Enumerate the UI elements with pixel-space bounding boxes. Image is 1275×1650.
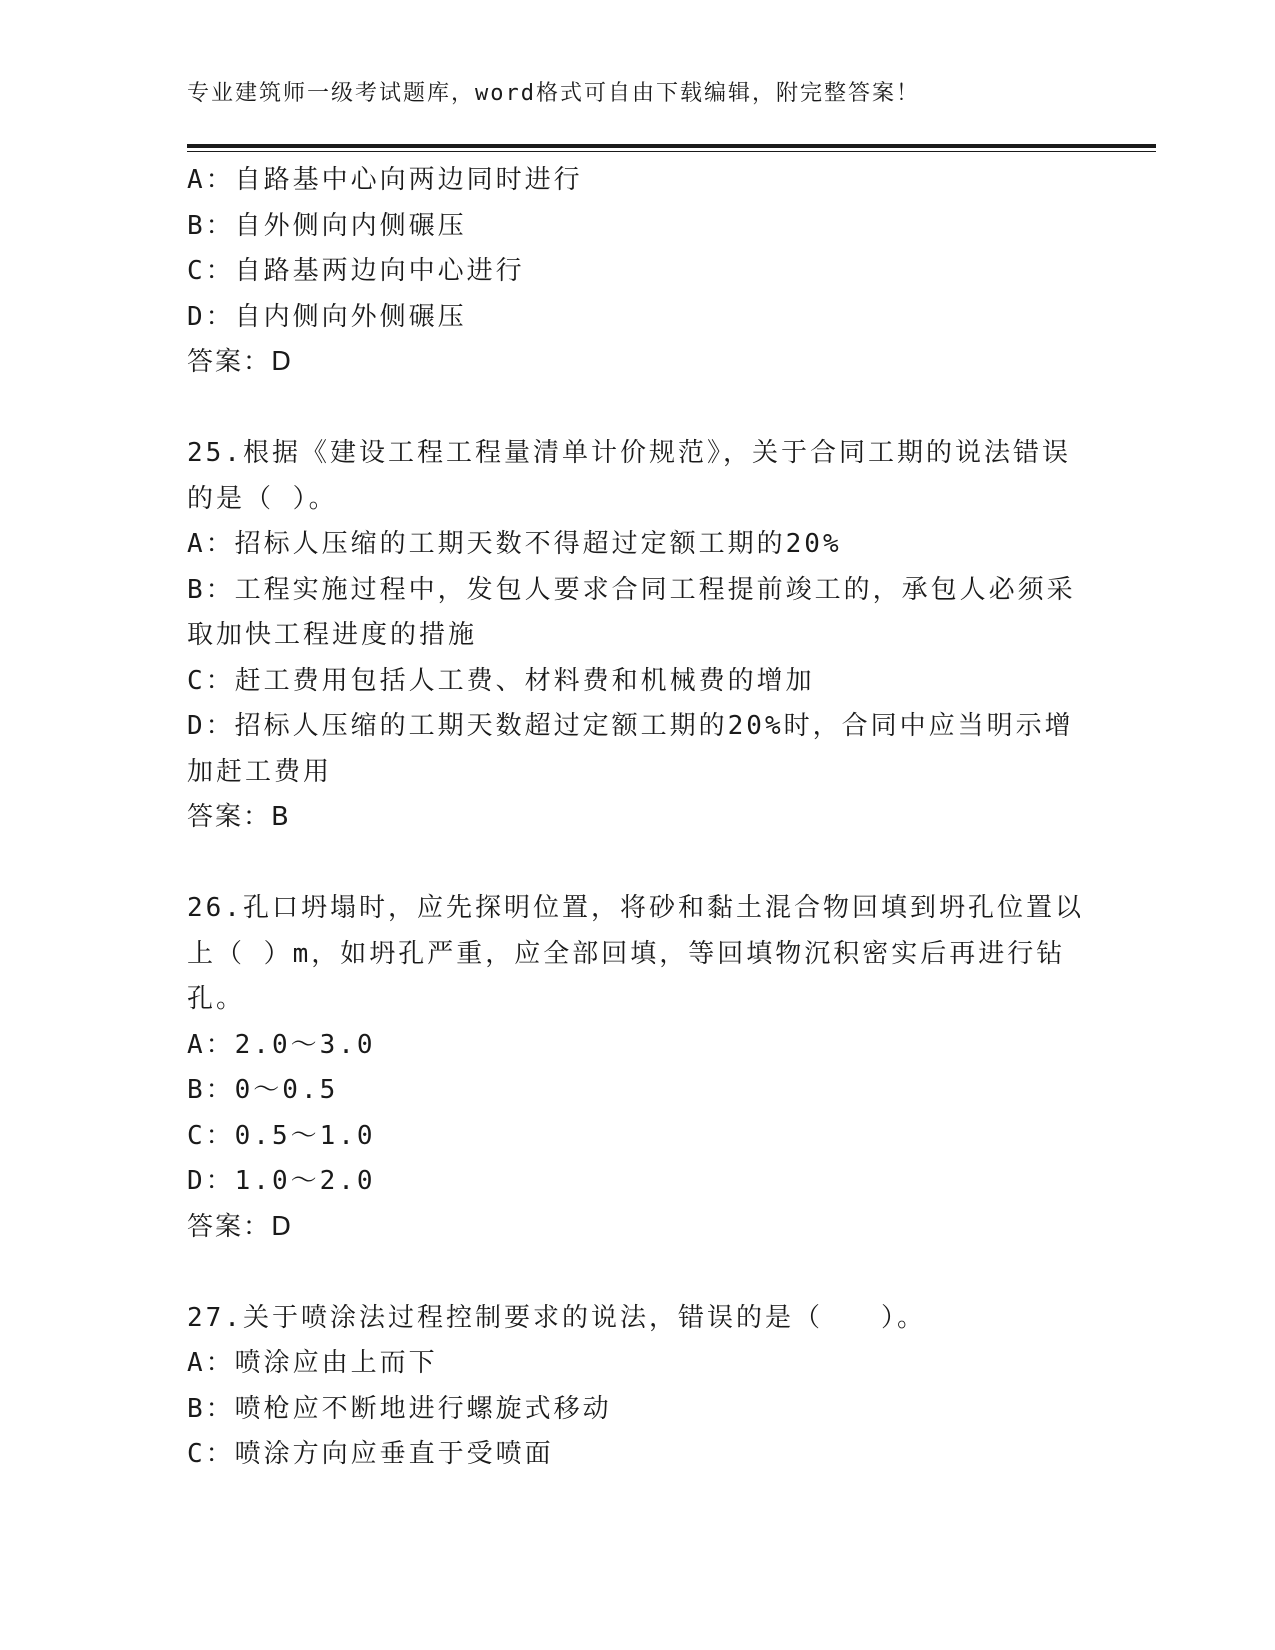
option-a: A：喷涂应由上而下 [187, 1348, 438, 1378]
option-d: D：1.0～2.0 [187, 1166, 376, 1196]
answer-line: 答案：B [187, 802, 291, 832]
header-rule-thin [187, 151, 1156, 152]
option-a: A：自路基中心向两边同时进行 [187, 165, 583, 195]
answer-line: 答案：D [187, 347, 294, 377]
option-b-continued: 取加快工程进度的措施 [187, 620, 478, 650]
question-stem: 25.根据《建设工程工程量清单计价规范》，关于合同工期的说法错误 [187, 438, 1071, 468]
option-c: C：自路基两边向中心进行 [187, 256, 525, 286]
question-stem-continued: 孔。 [187, 984, 246, 1014]
question-stem-continued: 上（ ）m，如坍孔严重，应全部回填，等回填物沉积密实后再进行钻 [187, 938, 1066, 969]
question-block-24 [187, 158, 1087, 386]
question-content [187, 158, 1087, 1478]
option-b: B：0～0.5 [187, 1075, 339, 1105]
question-stem-continued: 的是（ ）。 [187, 483, 338, 514]
option-c: C：喷涂方向应垂直于受喷面 [187, 1439, 554, 1469]
option-a: A：2.0～3.0 [187, 1029, 376, 1060]
answer-line: 答案：D [187, 1211, 294, 1242]
block-spacer [187, 386, 1087, 432]
block-spacer [187, 1250, 1087, 1296]
option-d: D：招标人压缩的工期天数超过定额工期的20%时，合同中应当明示增 [187, 711, 1074, 741]
option-c: C：0.5～1.0 [187, 1120, 376, 1151]
page-header-text: 专业建筑师一级考试题库，word格式可自由下载编辑，附完整答案！ [187, 81, 920, 106]
option-d-continued: 加赶工费用 [187, 756, 333, 787]
question-block-27 [187, 1296, 1087, 1478]
question-stem: 26.孔口坍塌时，应先探明位置，将砂和黏土混合物回填到坍孔位置以 [187, 893, 1084, 923]
option-a: A：招标人压缩的工期天数不得超过定额工期的20% [187, 529, 842, 559]
option-c: C：赶工费用包括人工费、材料费和机械费的增加 [187, 665, 815, 696]
option-d: D：自内侧向外侧碾压 [187, 301, 467, 332]
header-rule-thick [187, 144, 1156, 148]
option-b: B：喷枪应不断地进行螺旋式移动 [187, 1393, 612, 1424]
option-b: B：自外侧向内侧碾压 [187, 210, 467, 241]
question-stem: 27.关于喷涂法过程控制要求的说法，错误的是（ ）。 [187, 1302, 926, 1333]
question-block-25 [187, 431, 1087, 841]
question-block-26 [187, 886, 1087, 1250]
option-b: B：工程实施过程中，发包人要求合同工程提前竣工的，承包人必须采 [187, 574, 1076, 605]
block-spacer [187, 841, 1087, 887]
